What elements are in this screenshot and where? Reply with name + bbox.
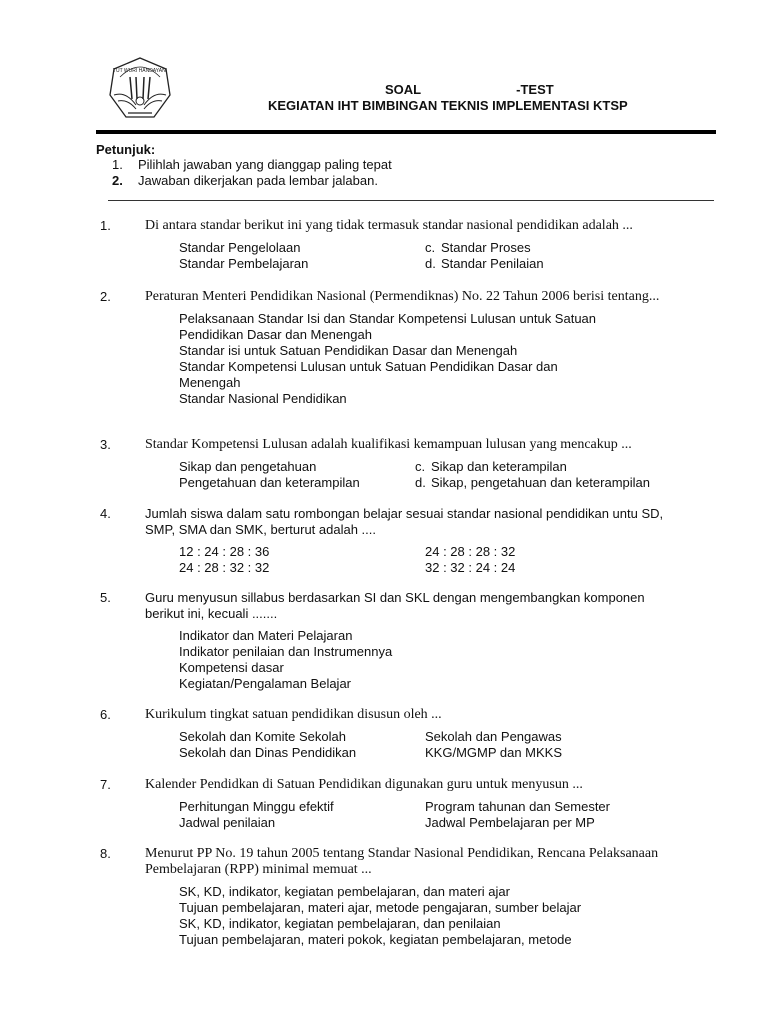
tut-wuri-handayani-logo xyxy=(106,55,174,123)
question-item xyxy=(100,218,720,272)
instruction-item: 2. Jawaban dikerjakan pada lembar jalaban. xyxy=(112,173,378,188)
option-text: Indikator penilaian dan Instrumennya xyxy=(179,644,393,659)
option-text: Standar Pembelajaran xyxy=(179,256,309,271)
option-text: Standar Nasional Pendidikan xyxy=(179,391,347,406)
option-text: SK, KD, indikator, kegiatan pembelajaran, dan materi ajar xyxy=(179,884,510,899)
option-text: Tujuan pembelajaran, materi pokok, kegiatan pembelajaran, metode xyxy=(179,932,572,947)
option-text: Kompetensi dasar xyxy=(179,660,284,675)
option-label: KKG/MGMP dan MKKS xyxy=(425,745,563,760)
answer-options xyxy=(179,884,720,948)
option-row xyxy=(179,729,720,745)
option-text: Jadwal penilaian xyxy=(179,815,276,830)
option-text: Perhitungan Minggu efektif xyxy=(179,799,334,814)
document-title: SOAL -TEST xyxy=(385,82,554,97)
document-subtitle: KEGIATAN IHT BIMBINGAN TEKNIS IMPLEMENTASI KTSP xyxy=(268,98,628,113)
answer-options xyxy=(179,729,720,761)
option-text: Tujuan pembelajaran, materi ajar, metode pengajaran, sumber belajar xyxy=(179,900,582,915)
question-text: Menurut PP No. 19 tahun 2005 tentang Standar Nasional Pendidikan, Rencana Pelaksanaan Pembelajaran (RPP) minimal memuat ... xyxy=(145,846,659,877)
answer-options xyxy=(179,459,720,491)
option-text xyxy=(425,560,515,576)
option-text: Standar Kompetensi Lulusan untuk Satuan Pendidikan Dasar dan xyxy=(179,359,558,374)
option-text: Sekolah dan Komite Sekolah xyxy=(179,729,346,744)
option-text: Standar isi untuk Satuan Pendidikan Dasar dan Menengah xyxy=(179,343,518,358)
option-row xyxy=(179,799,720,815)
option-text: Standar Pengelolaan xyxy=(179,240,301,255)
option-text: Pendidikan Dasar dan Menengah xyxy=(179,327,372,342)
option-row xyxy=(179,475,720,491)
answer-options xyxy=(179,544,720,576)
option-text: Indikator dan Materi Pelajaran xyxy=(179,628,353,643)
option-row xyxy=(179,256,720,272)
question-text: Kurikulum tingkat satuan pendidikan disusun oleh ... xyxy=(145,707,442,722)
option-text: Sikap dan pengetahuan xyxy=(179,459,317,474)
instructions-divider xyxy=(108,200,714,201)
question-text: Kalender Pendidkan di Satuan Pendidikan digunakan guru untuk menyusun ... xyxy=(145,777,583,792)
option-label: Standar Penilaian xyxy=(441,256,544,271)
instructions-title: Petunjuk: xyxy=(96,142,156,157)
svg-text:TUT WURI HANDAYANI: TUT WURI HANDAYANI xyxy=(112,68,168,74)
option-row xyxy=(179,815,720,831)
question-number: 1. xyxy=(100,218,111,233)
option-text xyxy=(415,475,650,491)
option-text: Pengetahuan dan keterampilan xyxy=(179,475,360,490)
option-row xyxy=(179,459,720,475)
option-text: Pelaksanaan Standar Isi dan Standar Kompetensi Lulusan untuk Satuan xyxy=(179,311,597,326)
option-row xyxy=(179,745,720,761)
option-label: Sikap dan keterampilan xyxy=(431,459,567,474)
answer-options xyxy=(179,799,720,831)
question-number: 2. xyxy=(100,289,111,304)
question-number: 8. xyxy=(100,846,111,861)
instruction-item: 1. Pilihlah jawaban yang dianggap paling tepat xyxy=(112,157,392,172)
question-number: 4. xyxy=(100,506,111,521)
question-number: 6. xyxy=(100,707,111,722)
question-text: Guru menyusun sillabus berdasarkan SI dan SKL dengan mengembangkan komponen berikut ini, kecuali ....... xyxy=(145,590,645,621)
option-text xyxy=(415,459,567,475)
question-text: Jumlah siswa dalam satu rombongan belajar sesuai standar nasional pendidikan untu SD, SMP, SMA dan SMK, berturut adalah .... xyxy=(145,506,664,537)
option-label: Standar Proses xyxy=(441,240,531,255)
option-text xyxy=(425,745,562,761)
option-label: 24 : 28 : 28 : 32 xyxy=(425,544,516,559)
option-text: Sekolah dan Dinas Pendidikan xyxy=(179,745,357,760)
option-text xyxy=(425,256,544,272)
question-number: 3. xyxy=(100,437,111,452)
question-item xyxy=(100,590,720,692)
option-label: Program tahunan dan Semester xyxy=(425,799,610,814)
option-text xyxy=(425,240,531,256)
option-row xyxy=(179,560,720,576)
option-row xyxy=(179,240,720,256)
option-letter: d. xyxy=(425,256,436,271)
question-item xyxy=(100,846,720,948)
question-number: 5. xyxy=(100,590,111,605)
question-item xyxy=(100,289,720,407)
header-divider xyxy=(96,130,716,134)
answer-options xyxy=(179,240,720,272)
question-item xyxy=(100,777,720,831)
option-row xyxy=(179,544,720,560)
answer-options xyxy=(179,311,720,407)
question-text: Standar Kompetensi Lulusan adalah kualifikasi kemampuan lulusan yang mencakup ... xyxy=(145,437,632,452)
answer-options xyxy=(179,628,720,692)
option-text: Kegiatan/Pengalaman Belajar xyxy=(179,676,352,691)
option-letter: c. xyxy=(425,240,436,255)
option-text: Menengah xyxy=(179,375,241,390)
question-item xyxy=(100,437,720,491)
question-text: Peraturan Menteri Pendidikan Nasional (Permendiknas) No. 22 Tahun 2006 berisi tentang... xyxy=(145,289,660,304)
option-label: 32 : 32 : 24 : 24 xyxy=(425,560,516,575)
option-letter: c. xyxy=(415,459,426,474)
option-label: Sekolah dan Pengawas xyxy=(425,729,562,744)
question-number: 7. xyxy=(100,777,111,792)
option-text: 24 : 28 : 32 : 32 xyxy=(179,560,270,575)
option-text xyxy=(425,799,610,815)
option-text xyxy=(425,815,595,831)
option-text xyxy=(425,729,562,745)
question-text: Di antara standar berikut ini yang tidak termasuk standar nasional pendidikan adalah ... xyxy=(145,218,633,233)
option-text: SK, KD, indikator, kegiatan pembelajaran, dan penilaian xyxy=(179,916,501,931)
option-text: 12 : 24 : 28 : 36 xyxy=(179,544,270,559)
question-item xyxy=(100,707,720,761)
option-label: Sikap, pengetahuan dan keterampilan xyxy=(431,475,650,490)
option-label: Jadwal Pembelajaran per MP xyxy=(425,815,595,830)
question-item xyxy=(100,506,720,576)
option-letter: d. xyxy=(415,475,426,490)
option-text xyxy=(425,544,515,560)
